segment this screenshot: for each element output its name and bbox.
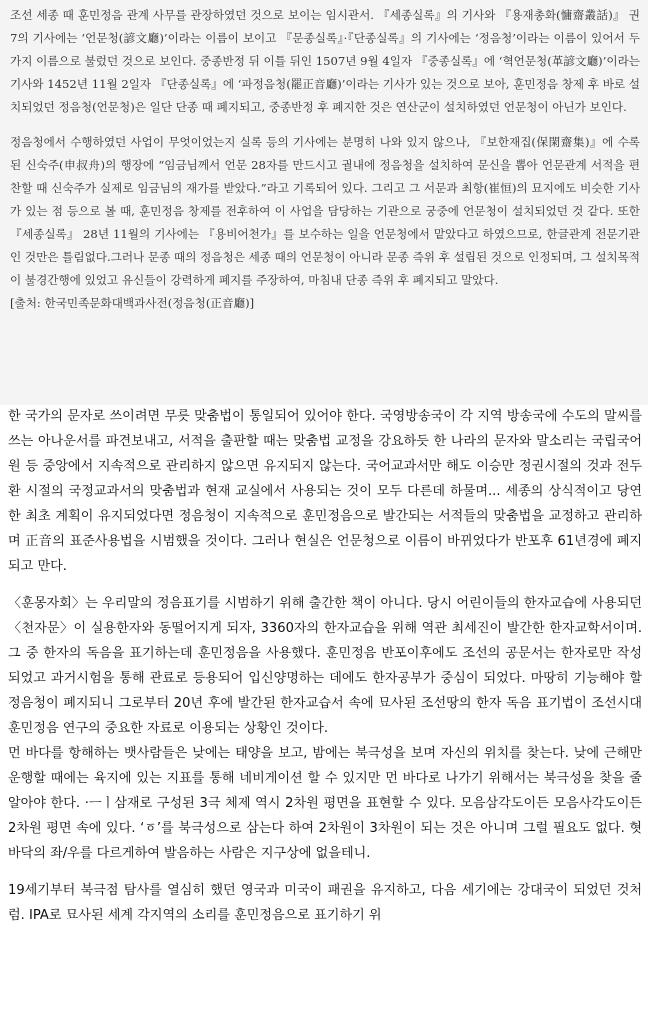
body-paragraph-2: 〈훈몽자회〉는 우리말의 정음표기를 시범하기 위해 출간한 책이 아니다. 당시 어린이들의 한자교습에 사용되던 〈천자문〉이 실용한자와 동떨어지게 되자, 3360자의 한자교습을 위해 역관 최세진이 발간한 한자교학서이며. 그 중 한자의 독음을 표기하는데 훈민정음을 사용했다. 훈민정음 반포이후에도 조선의 공문서는 한자로만 작성되었고 과거시험을 통해 관료로 등용되어 입신양명하는 데에도 한자공부가 중심이 되었다. 마땅히 기능해야 할 정음청이 폐지되니 그로부터 20년 후에 발간된 한자교습서 속에 묘사된 조선땅의 한자 독음 표기법이 조선시대 훈민정음 연구의 중요한 자료로 이용되는 상황인 것이다. bbox=[8, 596, 642, 736]
quote-source: [출처: 한국민족문화대백과사전(정음청(正音廳)] bbox=[10, 296, 255, 310]
article-body bbox=[0, 404, 648, 928]
quote-box bbox=[0, 0, 648, 405]
body-paragraph-4: 19세기부터 북극점 탐사를 열심히 했던 영국과 미국이 패권을 유지하고, 다음 세기에는 강대국이 되었던 것처럼. IPA로 묘사된 세계 각지역의 소리를 훈민정음으로 표기하기 위 bbox=[8, 883, 642, 923]
quote-paragraph-2: 정음청에서 수행하였던 사업이 무엇이었는지 실록 등의 기사에는 분명히 나와 있지 않으나, 『보한재집(保閑齋集)』에 수록된 신숙주(申叔舟)의 행장에 “임금님께서 언문 28자를 만드시고 궐내에 정음청을 설치하여 문신을 뽑아 언문관계 서적을 편찬할 때 신숙주가 실제로 임금님의 재가를 받았다.”라고 기록되어 있다. 그리고 그 서문과 최항(崔恒)의 묘지에도 비슷한 기사가 있는 점 등으로 볼 때, 훈민정음 창제를 전후하여 이 사업을 담당하는 기관으로 궁중에 언문청이 설치되었던 것 같다. 또한 『세종실록』 28년 11월의 기사에는 『용비어천가』를 보수하는 일을 언문청에서 맡았다고 하였으므로, 한글관계 전문기관인 것만은 틀림없다.그러나 문종 때의 정음청은 세종 때의 언문청이 아니라 문종 즉위 후 설립된 것으로 인정되며, 그 설치목적이 불경간행에 있었고 유신들이 강력하게 폐지를 주장하여, 마침내 단종 즉위 후 폐지되고 말았다. bbox=[10, 135, 641, 287]
quote-paragraph-1: 조선 세종 때 훈민정음 관계 사무를 관장하였던 것으로 보이는 임시관서. 『세종실록』의 기사와 『용재총화(慵齋叢話)』 권7의 기사에는 ‘언문청(諺文廳)’이라는 이름이 보이고 『문종실록』·『단종실록』의 기사에는 ‘정음청’이라는 이름이 있어서 두 가지 이름으로 불렀던 것으로 보인다. 중종반정 뒤 이틀 뒤인 1507년 9월 4일자 『중종실록』에 ‘혁언문청(革諺文廳)’이라는 기사와 1452년 11월 2일자 『단종실록』에 ‘파정음청(罷正音廳)’이라는 기사가 있는 것으로 보아, 훈민정음 창제 후 바로 설치되었던 정음청(언문청)은 일단 단종 때 폐지되고, 중종반정 후 폐지한 것은 연산군이 설치하였던 언문청이 아닌가 보인다. bbox=[10, 8, 640, 114]
body-paragraph-3: 먼 바다를 항해하는 뱃사람들은 낮에는 태양을 보고, 밤에는 북극성을 보며 자신의 위치를 찾는다. 낮에 근해만 운행할 때에는 육지에 있는 지표를 통해 네비게이션 할 수 있지만 먼 바다로 나가기 위해서는 북극성을 찾을 줄 알아야 한다. ·ㅡㅣ삼재로 구성된 3극 체제 역시 2차원 평면을 표현할 수 있다. 모음삼각도이든 모음사각도이든 2차원 평면 속에 있다. ‘ㆆ’를 북극성으로 삼는다 하여 2차원이 3차원이 되는 것은 아니며 그럴 필요도 없다. 혓바닥의 좌/우를 다르게하여 발음하는 사람은 지구상에 없을테니. bbox=[8, 746, 642, 861]
body-paragraph-1: 한 국가의 문자로 쓰이려면 무릇 맞춤법이 통일되어 있어야 한다. 국영방송국이 각 지역 방송국에 수도의 말씨를 쓰는 아나운서를 파견보내고, 서적을 출판할 때는 맞춤법 교정을 강요하듯 한 나라의 문자와 말소리는 국립국어원 등 중앙에서 지속적으로 관리하지 않으면 유지되지 않는다. 국어교과서만 해도 이승만 정권시절의 것과 전두환 시절의 국정교과서의 맞춤법과 현재 교실에서 사용되는 것이 모두 다른데 하물며... 세종의 상식적이고 당연한 최초 계획이 유지되었다면 정음청이 지속적으로 훈민정음으로 발간되는 서적들의 맞춤법을 교정하고 관리하며 正音의 표준사용법을 시범했을 것이다. 그러나 현실은 언문청으로 이름이 바뀌었다가 반포후 61년경에 폐지되고 만다. bbox=[8, 409, 642, 574]
